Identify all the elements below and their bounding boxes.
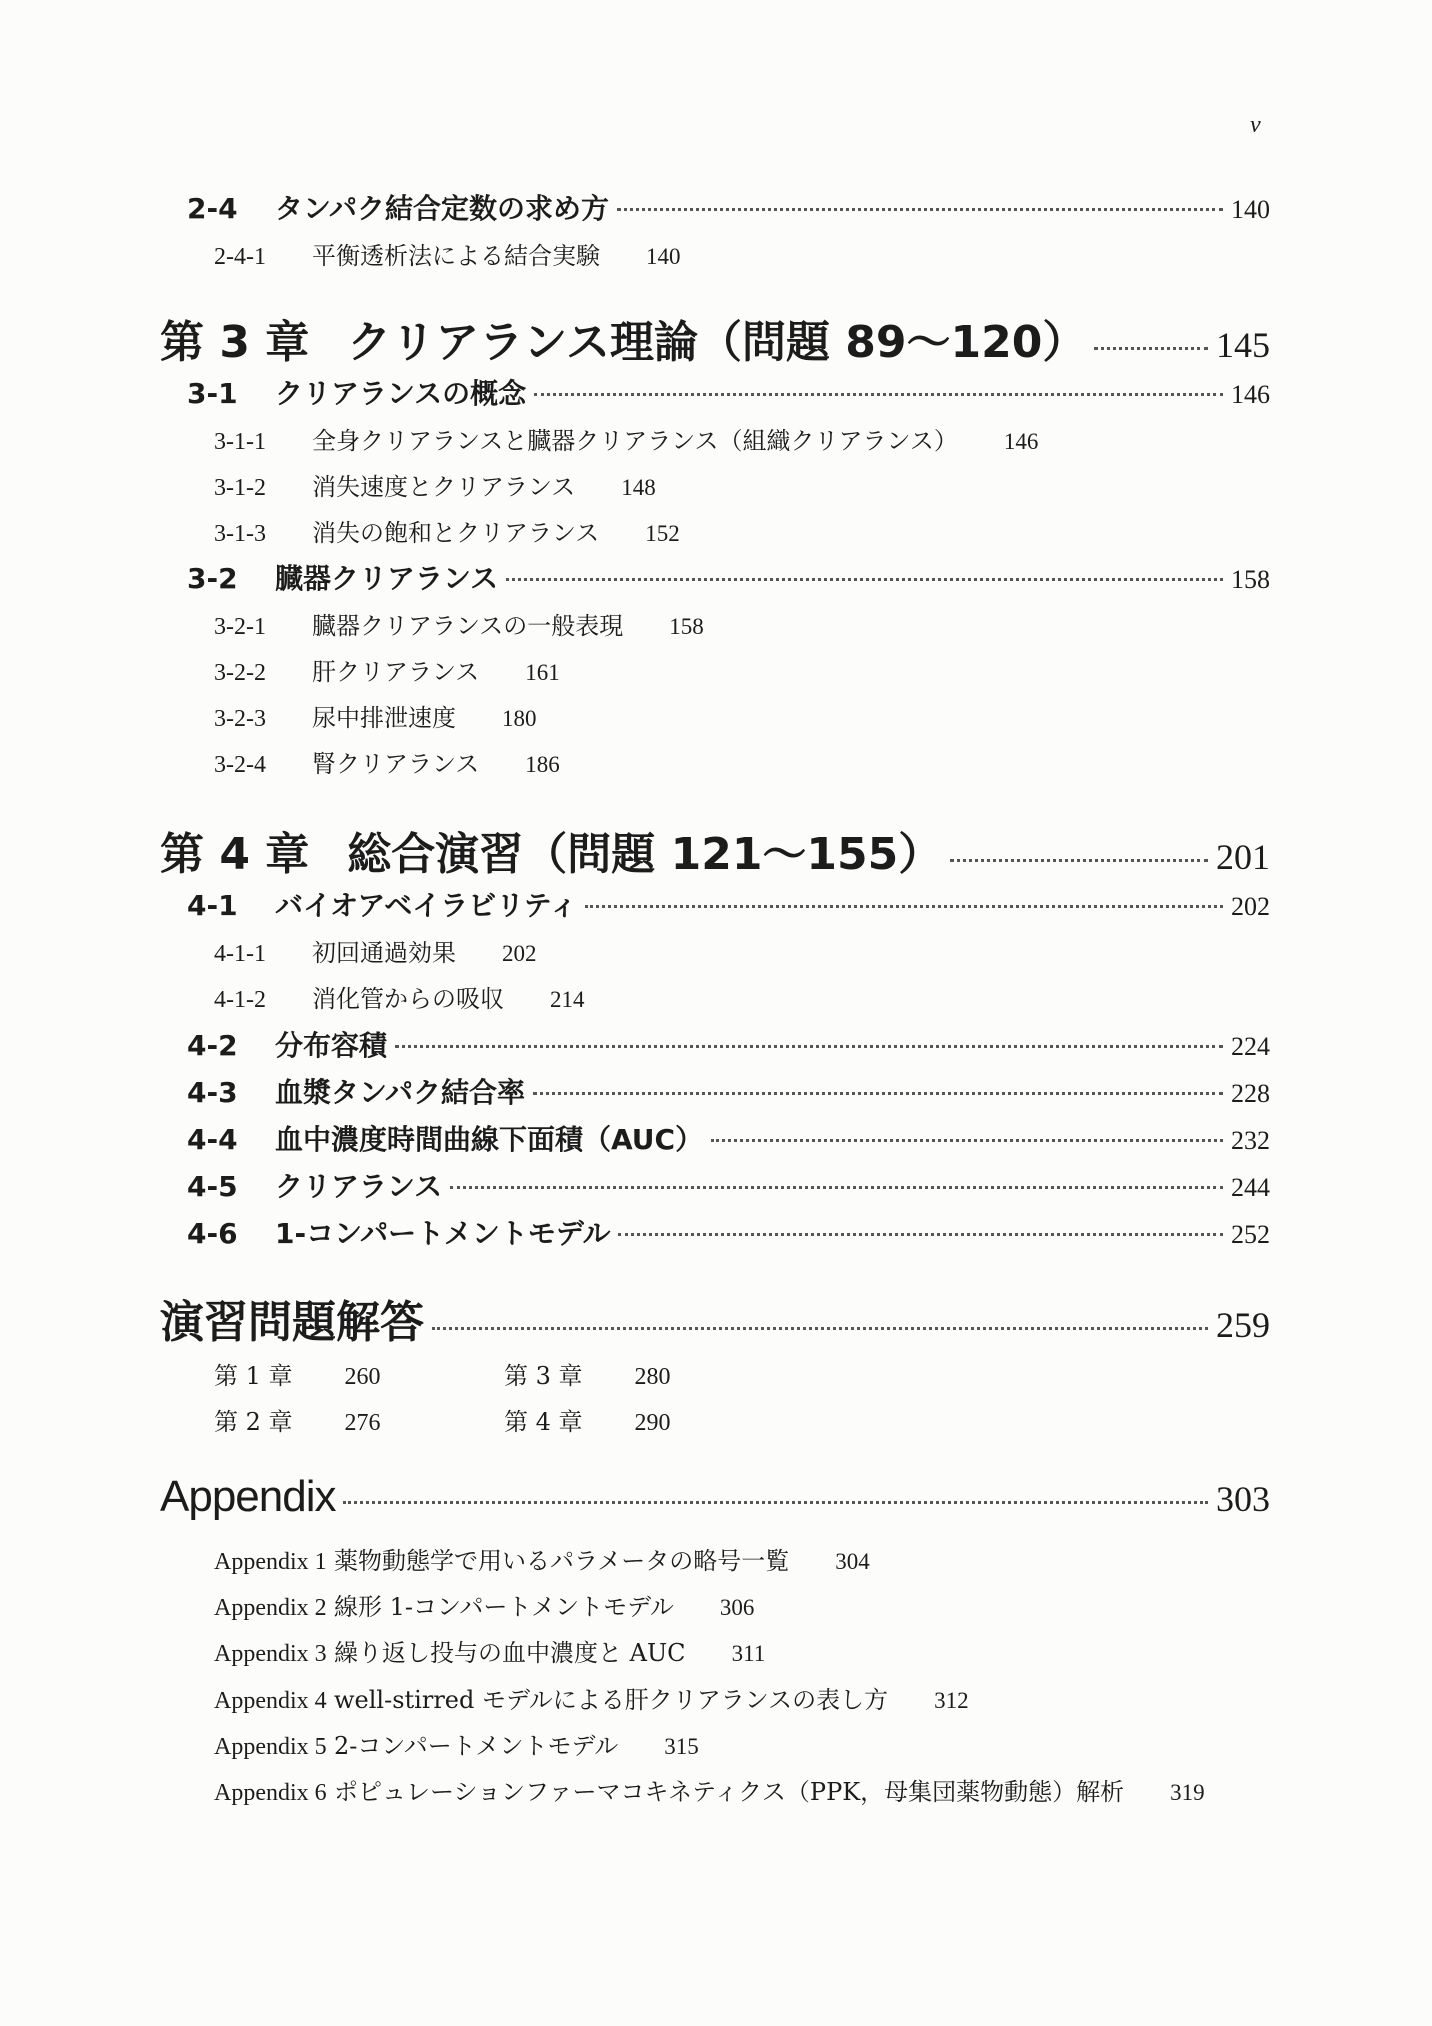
appendix-item-title: 繰り返し投与の血中濃度と AUC — [334, 1639, 686, 1667]
entry-page: 161 — [525, 660, 560, 685]
appendix-item-title: ポピュレーションファーマコキネティクス（PPK，母集団薬物動態）解析 — [334, 1778, 1125, 1806]
entry-number: 3-1-1 — [214, 429, 266, 455]
toc-section-entry[interactable] — [187, 1212, 1270, 1252]
toc-subsection-entry[interactable] — [214, 236, 681, 271]
entry-title: バイオアベイラビリティ — [275, 889, 578, 922]
entry-title: 腎クリアランス — [312, 750, 480, 778]
entry-number: 2-4-1 — [214, 244, 266, 270]
toc-subsection-entry[interactable] — [214, 698, 537, 733]
entry-page: 140 — [646, 244, 681, 269]
entry-page: 201 — [1216, 837, 1270, 877]
toc-section-entry[interactable] — [187, 557, 1270, 597]
entry-number: 4-1-1 — [214, 941, 266, 967]
appendix-number: Appendix 1 — [214, 1549, 327, 1575]
entry-number: 4-1-2 — [214, 987, 266, 1013]
toc-appendix-item[interactable] — [214, 1680, 969, 1715]
appendix-item-page: 312 — [934, 1688, 969, 1713]
entry-title: 肝クリアランス — [312, 658, 480, 686]
answer-chapter-entry[interactable] — [504, 1402, 671, 1437]
entry-page: 202 — [502, 941, 537, 966]
entry-number: 4-3 — [187, 1076, 238, 1109]
answer-chapter-label: 第 3 章 — [504, 1362, 583, 1390]
entry-title: 1-コンパートメントモデル — [275, 1217, 611, 1250]
dot-leader — [617, 208, 1223, 211]
dot-leader — [585, 905, 1223, 908]
toc-section-entry[interactable] — [187, 187, 1270, 227]
toc-section-entry[interactable] — [187, 1118, 1270, 1158]
entry-page: 214 — [550, 987, 585, 1012]
toc-subsection-entry[interactable] — [214, 467, 656, 502]
appendix-number: Appendix 3 — [214, 1641, 327, 1667]
dot-leader — [432, 1327, 1208, 1330]
appendix-number: Appendix 2 — [214, 1595, 327, 1621]
entry-title: タンパク結合定数の求め方 — [275, 192, 610, 225]
toc-chapter-entry[interactable] — [160, 1286, 1270, 1350]
answer-page: 276 — [344, 1410, 381, 1436]
entry-page: 158 — [669, 614, 704, 639]
appendix-item-page: 304 — [835, 1549, 870, 1574]
appendix-title: Appendix — [160, 1472, 336, 1521]
dot-leader — [618, 1233, 1223, 1236]
entry-title: 初回通過効果 — [312, 939, 456, 967]
entry-title: 総合演習（問題 121〜155） — [347, 829, 943, 880]
entry-page: 232 — [1231, 1126, 1270, 1155]
entry-page: 152 — [645, 521, 680, 546]
toc-subsection-entry[interactable] — [214, 979, 585, 1014]
entry-number: 2-4 — [187, 192, 238, 225]
entry-number: 3-2 — [187, 562, 238, 595]
entry-title: 消失速度とクリアランス — [312, 473, 576, 501]
answer-chapter-label: 第 4 章 — [504, 1408, 583, 1436]
entry-title: 平衡透析法による結合実験 — [312, 242, 600, 270]
toc-chapter-entry[interactable] — [160, 306, 1270, 370]
entry-number: 3-2-2 — [214, 660, 266, 686]
toc-appendix-item[interactable] — [214, 1726, 699, 1761]
entry-page: 228 — [1231, 1079, 1270, 1108]
entry-page: 180 — [502, 706, 537, 731]
entry-title: 血中濃度時間曲線下面積（AUC） — [275, 1123, 704, 1156]
dot-leader — [450, 1186, 1223, 1189]
entry-number: 4-5 — [187, 1170, 238, 1203]
toc-appendix-item[interactable] — [214, 1633, 765, 1668]
entry-title: クリアランス — [275, 1170, 443, 1203]
entry-page: 186 — [525, 752, 560, 777]
answer-chapter-entry[interactable] — [504, 1356, 671, 1391]
appendix-number: Appendix 6 — [214, 1780, 327, 1806]
entry-title: 臓器クリアランスの一般表現 — [312, 612, 624, 640]
entry-title: 消失の飽和とクリアランス — [312, 519, 600, 547]
entry-number: 4-6 — [187, 1217, 238, 1250]
entry-page: 158 — [1231, 565, 1270, 594]
entry-title: 消化管からの吸収 — [312, 985, 504, 1013]
toc-subsection-entry[interactable] — [214, 513, 680, 548]
toc-subsection-entry[interactable] — [214, 744, 560, 779]
answer-chapter-entry[interactable] — [214, 1402, 381, 1437]
entry-number: 4-4 — [187, 1123, 238, 1156]
entry-page: 146 — [1231, 380, 1270, 409]
entry-number: 3-2-3 — [214, 706, 266, 732]
entry-page: 202 — [1231, 892, 1270, 921]
dot-leader — [395, 1045, 1223, 1048]
entry-page: 146 — [1003, 429, 1039, 454]
toc-appendix-item[interactable] — [214, 1587, 754, 1622]
appendix-item-title: 2-コンパートメントモデル — [334, 1732, 619, 1760]
answer-page: 280 — [634, 1364, 671, 1390]
entry-page: 140 — [1231, 195, 1270, 224]
answer-chapter-label: 第 2 章 — [214, 1408, 293, 1436]
entry-number: 3-2-4 — [214, 752, 266, 778]
toc-appendix-heading[interactable] — [160, 1472, 1270, 1522]
entry-number: 4-2 — [187, 1029, 238, 1062]
toc-subsection-entry[interactable] — [214, 933, 537, 968]
answer-chapter-entry[interactable] — [214, 1356, 381, 1391]
entry-title: 演習問題解答 — [160, 1297, 424, 1348]
toc-subsection-entry[interactable] — [214, 652, 560, 687]
appendix-item-title: 線形 1-コンパートメントモデル — [334, 1593, 674, 1621]
dot-leader — [950, 859, 1208, 862]
entry-number: 3-1-3 — [214, 521, 266, 547]
entry-title: 血漿タンパク結合率 — [275, 1076, 526, 1109]
toc-section-entry[interactable] — [187, 1071, 1270, 1111]
entry-title: 分布容積 — [275, 1029, 388, 1062]
entry-page: 145 — [1216, 325, 1270, 365]
entry-title: クリアランス理論（問題 89〜120） — [347, 317, 1087, 368]
dot-leader — [534, 393, 1223, 396]
toc-section-entry[interactable] — [187, 1165, 1270, 1205]
entry-number: 3-2-1 — [214, 614, 266, 640]
entry-number: 第 4 章 — [160, 829, 310, 880]
entry-page: 252 — [1231, 1220, 1270, 1249]
entry-title: クリアランスの概念 — [275, 377, 527, 410]
toc-subsection-entry[interactable] — [214, 421, 1038, 456]
answer-chapter-label: 第 1 章 — [214, 1362, 293, 1390]
entry-title: 全身クリアランスと臓器クリアランス（組織クリアランス） — [312, 427, 958, 455]
appendix-item-title: well-stirred モデルによる肝クリアランスの表し方 — [334, 1686, 889, 1714]
entry-number: 3-1 — [187, 377, 238, 410]
appendix-item-title: 薬物動態学で用いるパラメータの略号一覧 — [334, 1547, 790, 1575]
entry-page: 148 — [621, 475, 656, 500]
entry-number: 3-1-2 — [214, 475, 266, 501]
appendix-item-page: 319 — [1170, 1780, 1205, 1805]
entry-title: 臓器クリアランス — [275, 562, 499, 595]
toc-chapter-entry[interactable] — [160, 818, 1270, 882]
dot-leader — [711, 1139, 1223, 1142]
entry-number: 第 3 章 — [160, 317, 310, 368]
toc-section-entry[interactable] — [187, 1024, 1270, 1064]
toc-section-entry[interactable] — [187, 372, 1270, 412]
appendix-item-page: 306 — [719, 1595, 755, 1620]
entry-number: 4-1 — [187, 889, 238, 922]
appendix-item-page: 315 — [664, 1734, 699, 1759]
entry-title: 尿中排泄速度 — [312, 704, 456, 732]
dot-leader — [533, 1092, 1223, 1095]
dot-leader — [1094, 347, 1208, 350]
entry-page: 259 — [1216, 1305, 1270, 1345]
dot-leader — [343, 1501, 1208, 1504]
dot-leader — [506, 578, 1223, 581]
toc-subsection-entry[interactable] — [214, 606, 704, 641]
entry-page: 224 — [1231, 1032, 1270, 1061]
toc-section-entry[interactable] — [187, 884, 1270, 924]
answer-page: 290 — [634, 1410, 671, 1436]
answer-page: 260 — [344, 1364, 381, 1390]
appendix-item-page: 311 — [731, 1641, 766, 1666]
entry-page: 244 — [1231, 1173, 1270, 1202]
appendix-number: Appendix 4 — [214, 1688, 327, 1714]
toc-appendix-item[interactable] — [214, 1772, 1205, 1807]
page-number: v — [1250, 112, 1261, 138]
appendix-page: 303 — [1216, 1479, 1270, 1519]
toc-appendix-item[interactable] — [214, 1541, 870, 1576]
appendix-number: Appendix 5 — [214, 1734, 327, 1760]
